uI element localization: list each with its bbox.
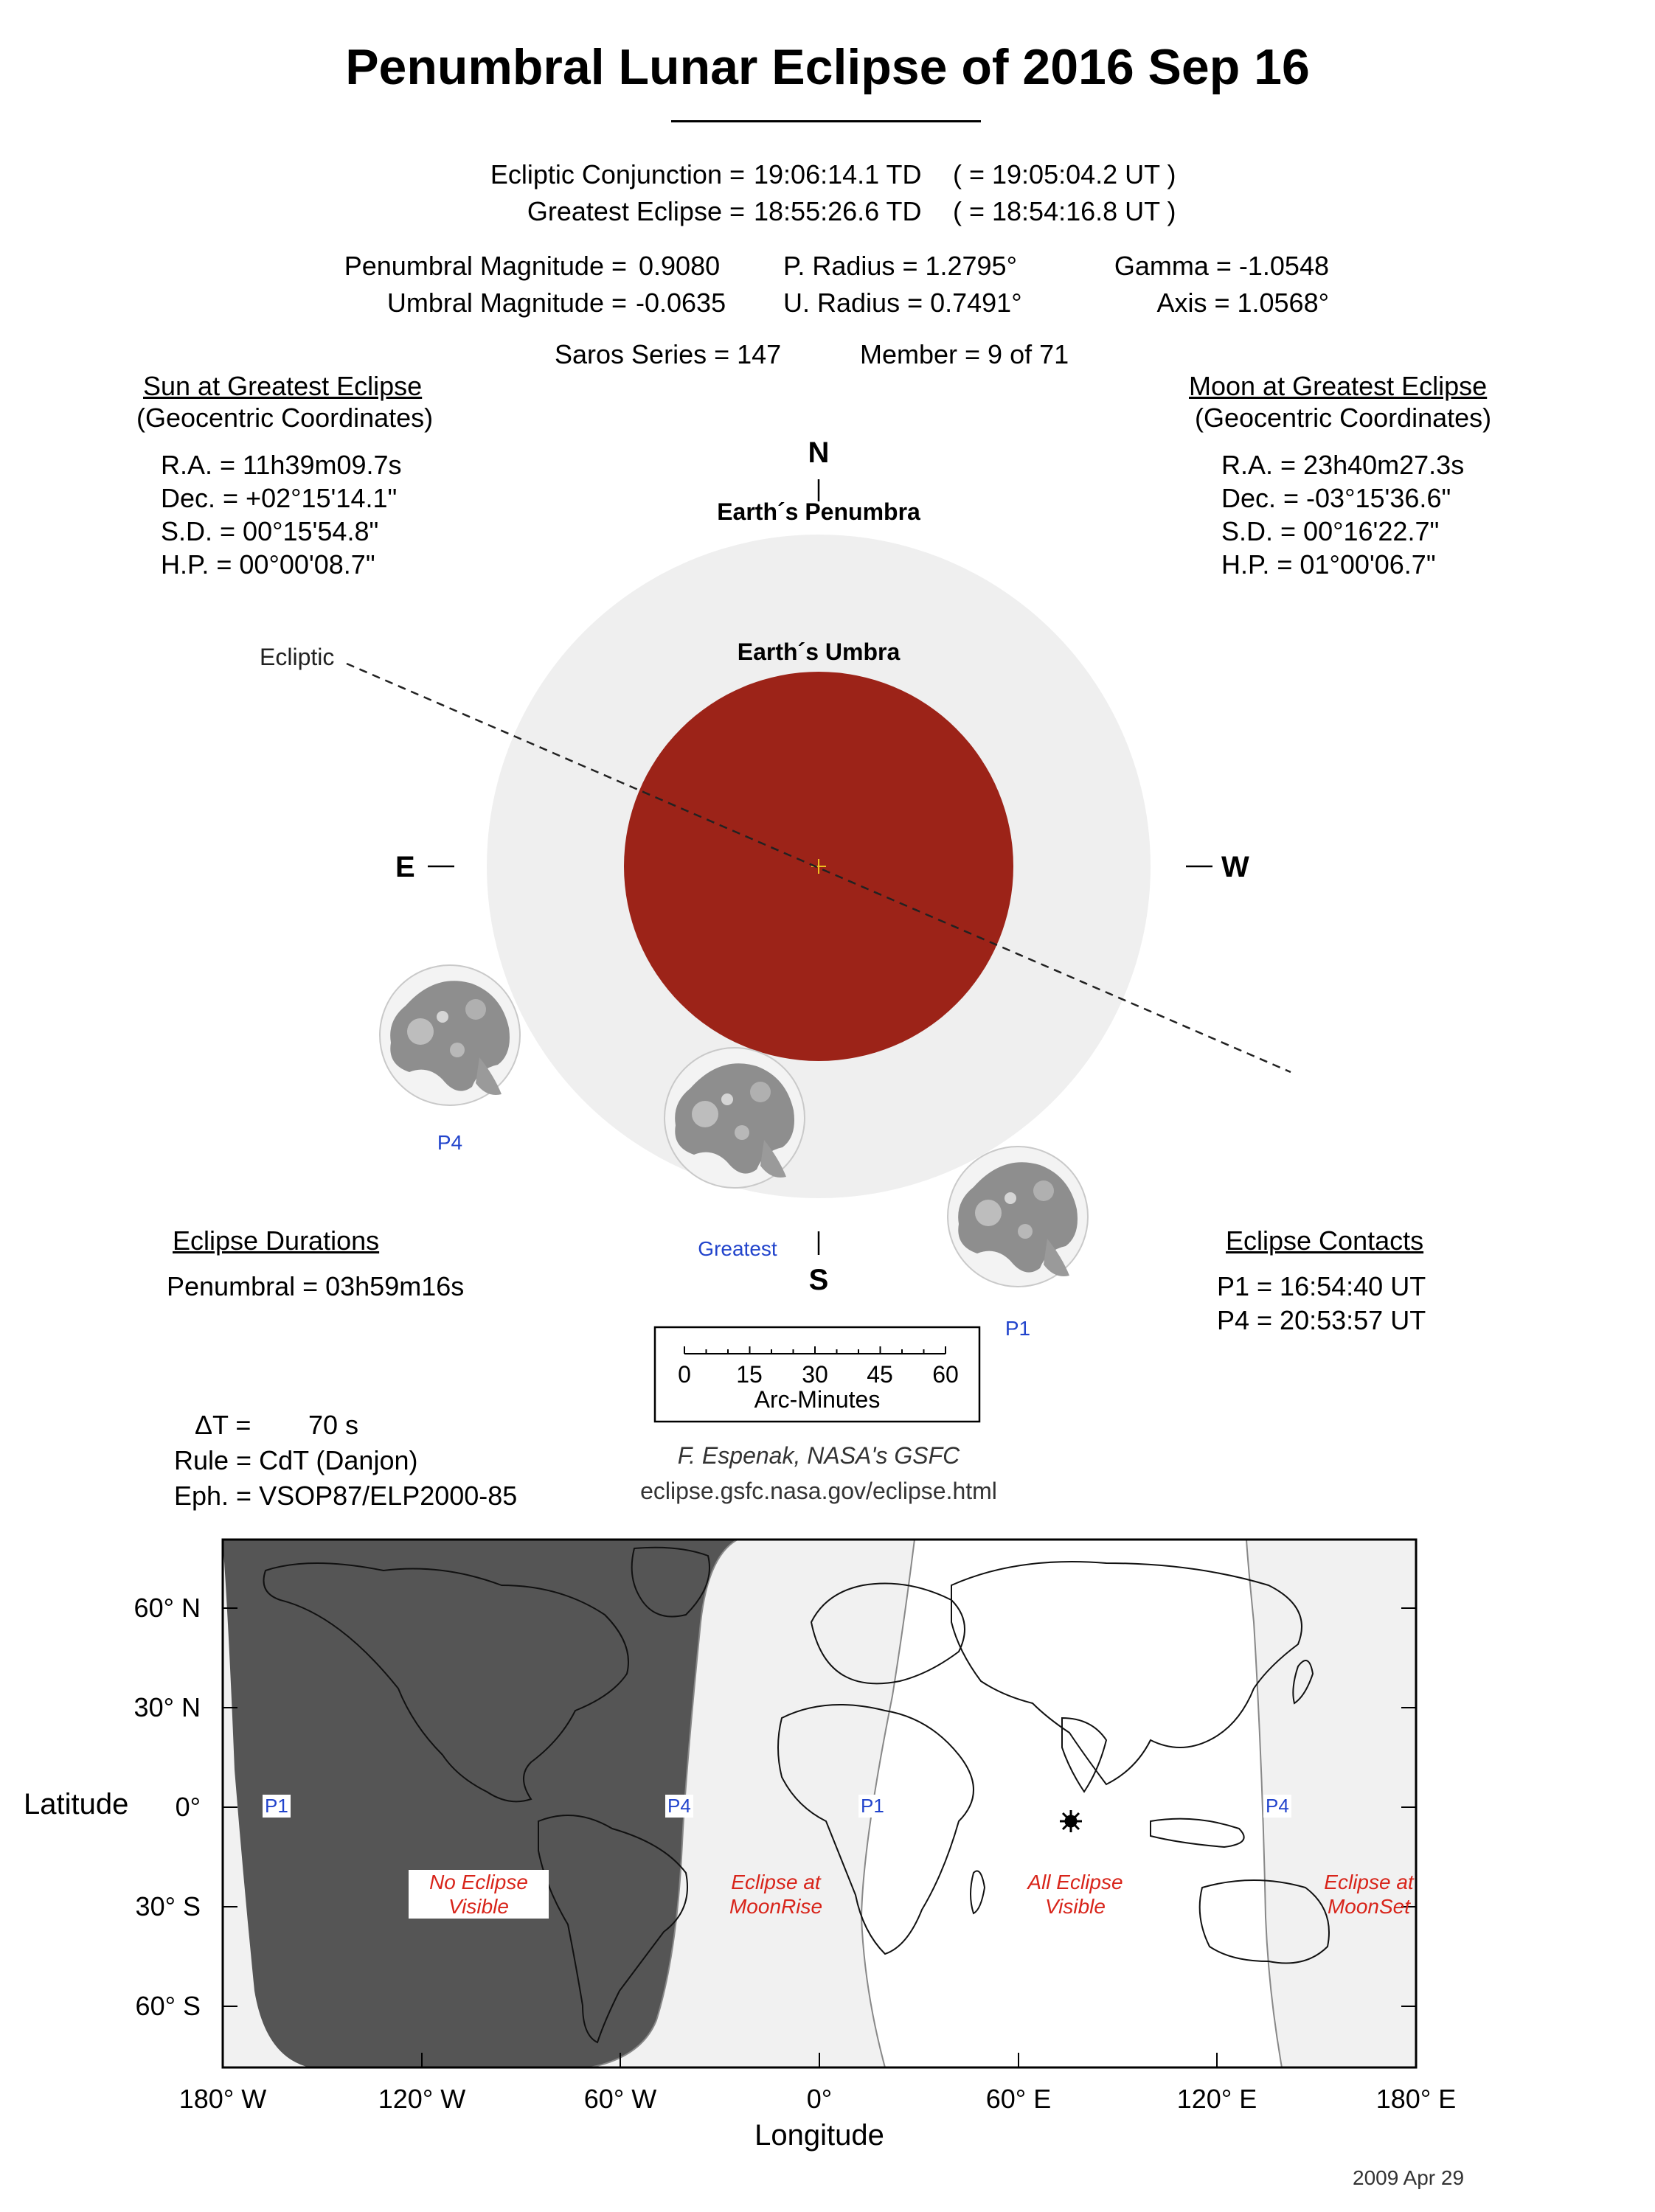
zone-no-eclipse	[223, 1540, 738, 2067]
delta-t-value: 70 s	[308, 1410, 359, 1440]
zone-set-line2: MoonSet	[1327, 1895, 1411, 1918]
west-label: W	[1221, 851, 1249, 883]
penumbral-magnitude-label: Penumbral Magnitude =	[344, 251, 627, 281]
moon-title: Moon at Greatest Eclipse	[1189, 371, 1488, 401]
map-ylabel: Latitude	[24, 1788, 129, 1820]
lon-tick-60w: 60° W	[583, 2084, 657, 2114]
axis: Axis = 1.0568°	[1156, 288, 1329, 318]
lat-tick-30s: 30° S	[135, 1891, 201, 1921]
zone-rise-line1: Eclipse at	[731, 1871, 821, 1893]
zone-set-line1: Eclipse at	[1324, 1871, 1414, 1893]
moon-greatest-label: Greatest	[698, 1237, 777, 1260]
zone-label-all	[1009, 1870, 1142, 1919]
saros-series: Saros Series = 147	[555, 339, 782, 369]
sun-subtitle: (Geocentric Coordinates)	[136, 403, 434, 433]
date-stamp: 2009 Apr 29	[1353, 2166, 1465, 2189]
lat-tick-0: 0°	[175, 1792, 201, 1822]
durations-title: Eclipse Durations	[173, 1225, 380, 1256]
lon-tick-60e: 60° E	[985, 2084, 1052, 2114]
greatest-label: Greatest Eclipse =	[527, 196, 745, 226]
north-label: N	[808, 437, 830, 469]
lon-tick-120e: 120° E	[1176, 2084, 1257, 2114]
map-tag-p4-east: P4	[1263, 1795, 1291, 1818]
greatest-ut: ( = 18:54:16.8 UT )	[953, 196, 1176, 226]
lat-tick-30n: 30° N	[133, 1692, 201, 1722]
scale-tick-30: 30	[802, 1361, 828, 1388]
scale-label: Arc-Minutes	[754, 1386, 881, 1413]
moon-subtitle: (Geocentric Coordinates)	[1195, 403, 1492, 433]
saros-member: Member = 9 of 71	[860, 339, 1069, 369]
ecliptic-label: Ecliptic	[260, 644, 335, 670]
scale-tick-60: 60	[932, 1361, 959, 1388]
lat-tick-60s: 60° S	[135, 1991, 201, 2021]
umbra-radius: U. Radius = 0.7491°	[783, 288, 1022, 318]
contact-p1: P1 = 16:54:40 UT	[1217, 1271, 1426, 1301]
east-label: E	[395, 851, 415, 883]
lon-tick-180e: 180° E	[1375, 2084, 1457, 2114]
umbral-magnitude-label: Umbral Magnitude =	[386, 288, 627, 318]
conjunction-label: Ecliptic Conjunction =	[490, 159, 745, 189]
lat-tick-60n: 60° N	[133, 1593, 201, 1623]
sun-hp: H.P. = 00°00'08.7"	[161, 549, 375, 580]
umbra-label: Earth´s Umbra	[737, 639, 901, 665]
zone-label-rise	[709, 1870, 842, 1919]
gamma: Gamma = -1.0548	[1114, 251, 1329, 281]
page-title: Penumbral Lunar Eclipse of 2016 Sep 16	[345, 39, 1310, 95]
moon-p4-label: P4	[437, 1131, 463, 1154]
rule: Rule = CdT (Danjon)	[174, 1445, 418, 1475]
delta-t-label: ΔT =	[195, 1410, 251, 1440]
penumbra-radius: P. Radius = 1.2795°	[783, 251, 1017, 281]
lon-tick-180w: 180° W	[178, 2084, 267, 2114]
zone-label-set	[1310, 1870, 1428, 1919]
sun-dec: Dec. = +02°15'14.1"	[161, 483, 398, 513]
map-tag-p4-west: P4	[665, 1795, 693, 1818]
scale-tick-45: 45	[867, 1361, 893, 1388]
map-xlabel: Longitude	[754, 2119, 884, 2152]
greatest-eclipse-marker	[1060, 1810, 1082, 1832]
moon-hp: H.P. = 01°00'06.7"	[1221, 549, 1436, 580]
scale-tick-15: 15	[736, 1361, 763, 1388]
zone-none-line1: No Eclipse	[429, 1871, 528, 1893]
sun-sd: S.D. = 00°15'54.8"	[161, 516, 379, 546]
map-tag-p1-east: P1	[858, 1795, 887, 1818]
credit-url[interactable]: eclipse.gsfc.nasa.gov/eclipse.html	[640, 1478, 997, 1504]
durations-penumbral: Penumbral = 03h59m16s	[167, 1271, 465, 1301]
zone-label-none	[409, 1870, 549, 1919]
zone-all-line1: All Eclipse	[1027, 1871, 1123, 1893]
moon-p1-label: P1	[1005, 1317, 1031, 1340]
credit-author: F. Espenak, NASA's GSFC	[677, 1442, 960, 1469]
contacts-title: Eclipse Contacts	[1226, 1225, 1424, 1256]
penumbral-magnitude-value: 0.9080	[639, 251, 721, 281]
ephemeris: Eph. = VSOP87/ELP2000-85	[174, 1481, 518, 1511]
south-label: S	[808, 1264, 829, 1296]
umbral-magnitude-value: -0.0635	[636, 288, 726, 318]
moon-ra: R.A. = 23h40m27.3s	[1221, 450, 1465, 480]
conjunction-ut: ( = 19:05:04.2 UT )	[953, 159, 1176, 189]
moon-dec: Dec. = -03°15'36.6"	[1221, 483, 1451, 513]
lon-tick-120w: 120° W	[378, 2084, 466, 2114]
sun-ra: R.A. = 11h39m09.7s	[161, 450, 402, 480]
zone-none-line2: Visible	[448, 1895, 509, 1918]
penumbra-label: Earth´s Penumbra	[717, 498, 920, 525]
moon-sd: S.D. = 00°16'22.7"	[1221, 516, 1440, 546]
conjunction-td: 19:06:14.1 TD	[754, 159, 922, 189]
greatest-td: 18:55:26.6 TD	[754, 196, 922, 226]
zone-all-line2: Visible	[1045, 1895, 1106, 1918]
lon-tick-0: 0°	[806, 2084, 833, 2114]
map-tag-p1-west: P1	[263, 1795, 291, 1818]
sun-title: Sun at Greatest Eclipse	[143, 371, 423, 401]
contact-p4: P4 = 20:53:57 UT	[1217, 1305, 1426, 1335]
scale-tick-0: 0	[678, 1361, 691, 1388]
zone-rise-line2: MoonRise	[729, 1895, 823, 1918]
